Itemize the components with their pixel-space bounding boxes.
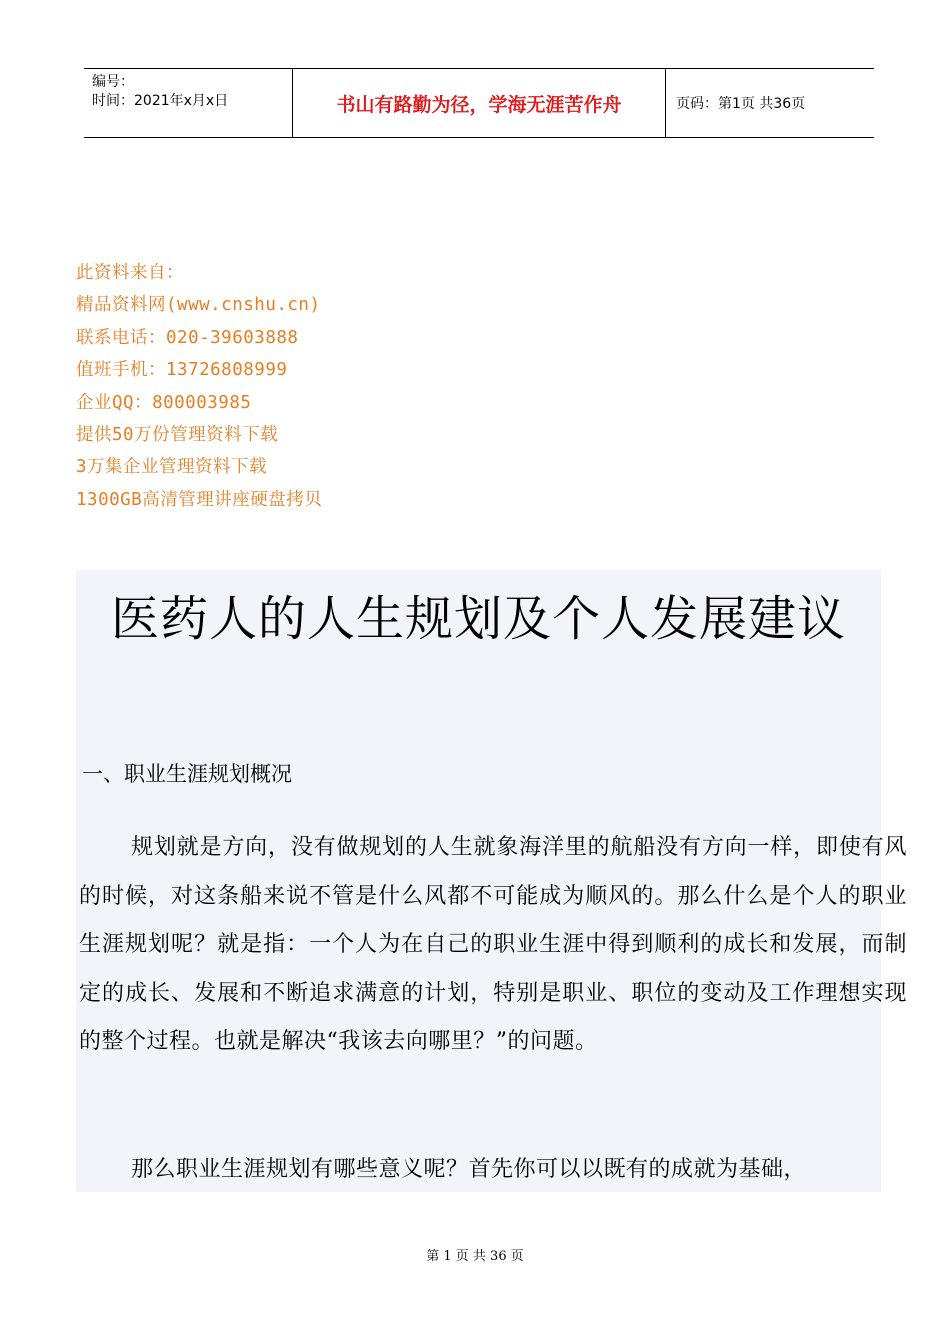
promo-line: 3万集企业管理资料下载 <box>76 457 268 478</box>
document-body <box>76 570 907 1192</box>
promo-line: 1300GB高清管理讲座硬盘拷贝 <box>76 489 323 510</box>
promo-line: 值班手机：13726808999 <box>76 360 288 381</box>
section-heading: 一、职业生涯规划概况 <box>82 762 292 786</box>
body-paragraph: 规划就是方向，没有做规划的人生就象海洋里的航船没有方向一样，即使有风的时候，对这条船来说不管是什么风都不可能成为顺风的。那么什么是个人的职业生涯规划呢？就是指：一个人为在自己的职业生涯中得到顺利的成长和发展，而制定的成长、发展和不断追求满意的计划，特别是职业、职位的变动及工作理想实现的整个过程。也就是解决“我该去向哪里？”的问题。 <box>79 835 907 1054</box>
page-footer: 第 1 页 共 36 页 <box>426 1249 524 1264</box>
promo-line: 联系电话：020-39603888 <box>76 327 299 348</box>
promo-block <box>76 257 322 516</box>
document-title: 医药人的人生规划及个人发展建议 <box>110 591 846 647</box>
promo-line: 提供50万份管理资料下载 <box>76 425 279 446</box>
promo-line: 此资料来自： <box>76 263 184 283</box>
header-meta <box>84 69 293 137</box>
header-page-info: 页码：第1页 共36页 <box>676 96 806 112</box>
header-motto: 书山有路勤为径，学海无涯苦作舟 <box>293 69 666 137</box>
serial-number-label: 编号： <box>92 74 134 90</box>
promo-line: 精品资料网(www.cnshu.cn) <box>76 295 321 316</box>
body-paragraph: 那么职业生涯规划有哪些意义呢？首先你可以以既有的成就为基础， <box>131 1157 807 1182</box>
page-header <box>84 68 874 138</box>
date-label: 时间：2021年x月x日 <box>92 93 229 109</box>
promo-line: 企业QQ：800003985 <box>76 392 252 413</box>
